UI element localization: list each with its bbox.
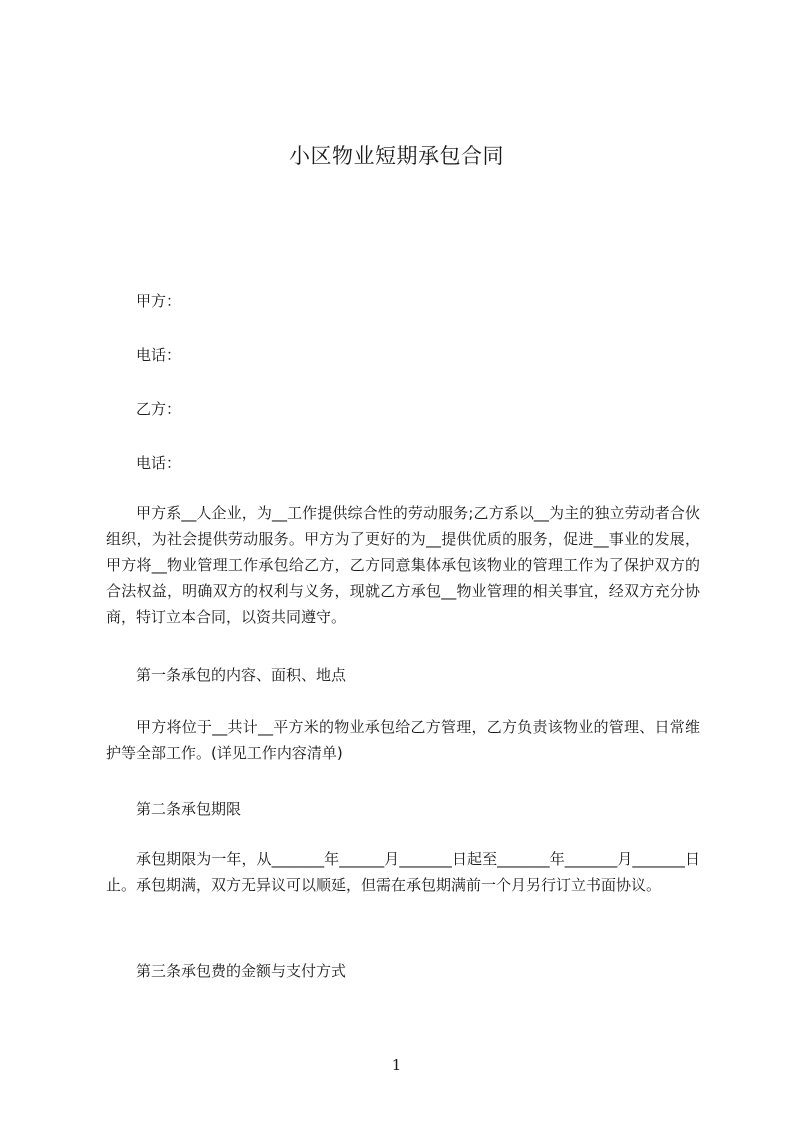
party-a-label: 甲方： [136, 292, 182, 310]
article2-heading: 第二条承包期限 [136, 800, 242, 818]
party-b-phone-label: 电话： [136, 454, 182, 472]
article1-body: 甲方将位于__共计__平方米的物业承包给乙方管理，乙方负责该物业的管理、日常维护等全部工作。(详见工作内容清单) [106, 718, 700, 762]
preamble-paragraph: 甲方系__人企业，为__工作提供综合性的劳动服务;乙方系以__为主的独立劳动者合伙组织，为社会提供劳动服务。甲方为了更好的为__提供优质的服务，促进__事业的发展，甲方将__物业管理工作承包给乙方，乙方同意集体承包该物业的管理工作为了保护双方的合法权益，明确双方的权利与义务，现就乙方承包__物业管理的相关事宜，经双方充分协商，特订立本合同，以资共同遵守。 [106, 504, 700, 626]
document-title: 小区物业短期承包合同 [289, 144, 504, 168]
article3-heading: 第三条承包费的金额与支付方式 [136, 962, 347, 980]
party-b-label: 乙方： [136, 400, 182, 418]
article2-body: 承包期限为一年，从_______年______月_______日起至_______年_______月_______日止。承包期满，双方无异议可以顺延，但需在承包期满前一个月另行订立书面协议。 [106, 850, 700, 894]
page-number: 1 [391, 1056, 402, 1074]
party-a-phone-label: 电话： [136, 346, 182, 364]
article1-heading: 第一条承包的内容、面积、地点 [136, 666, 347, 684]
